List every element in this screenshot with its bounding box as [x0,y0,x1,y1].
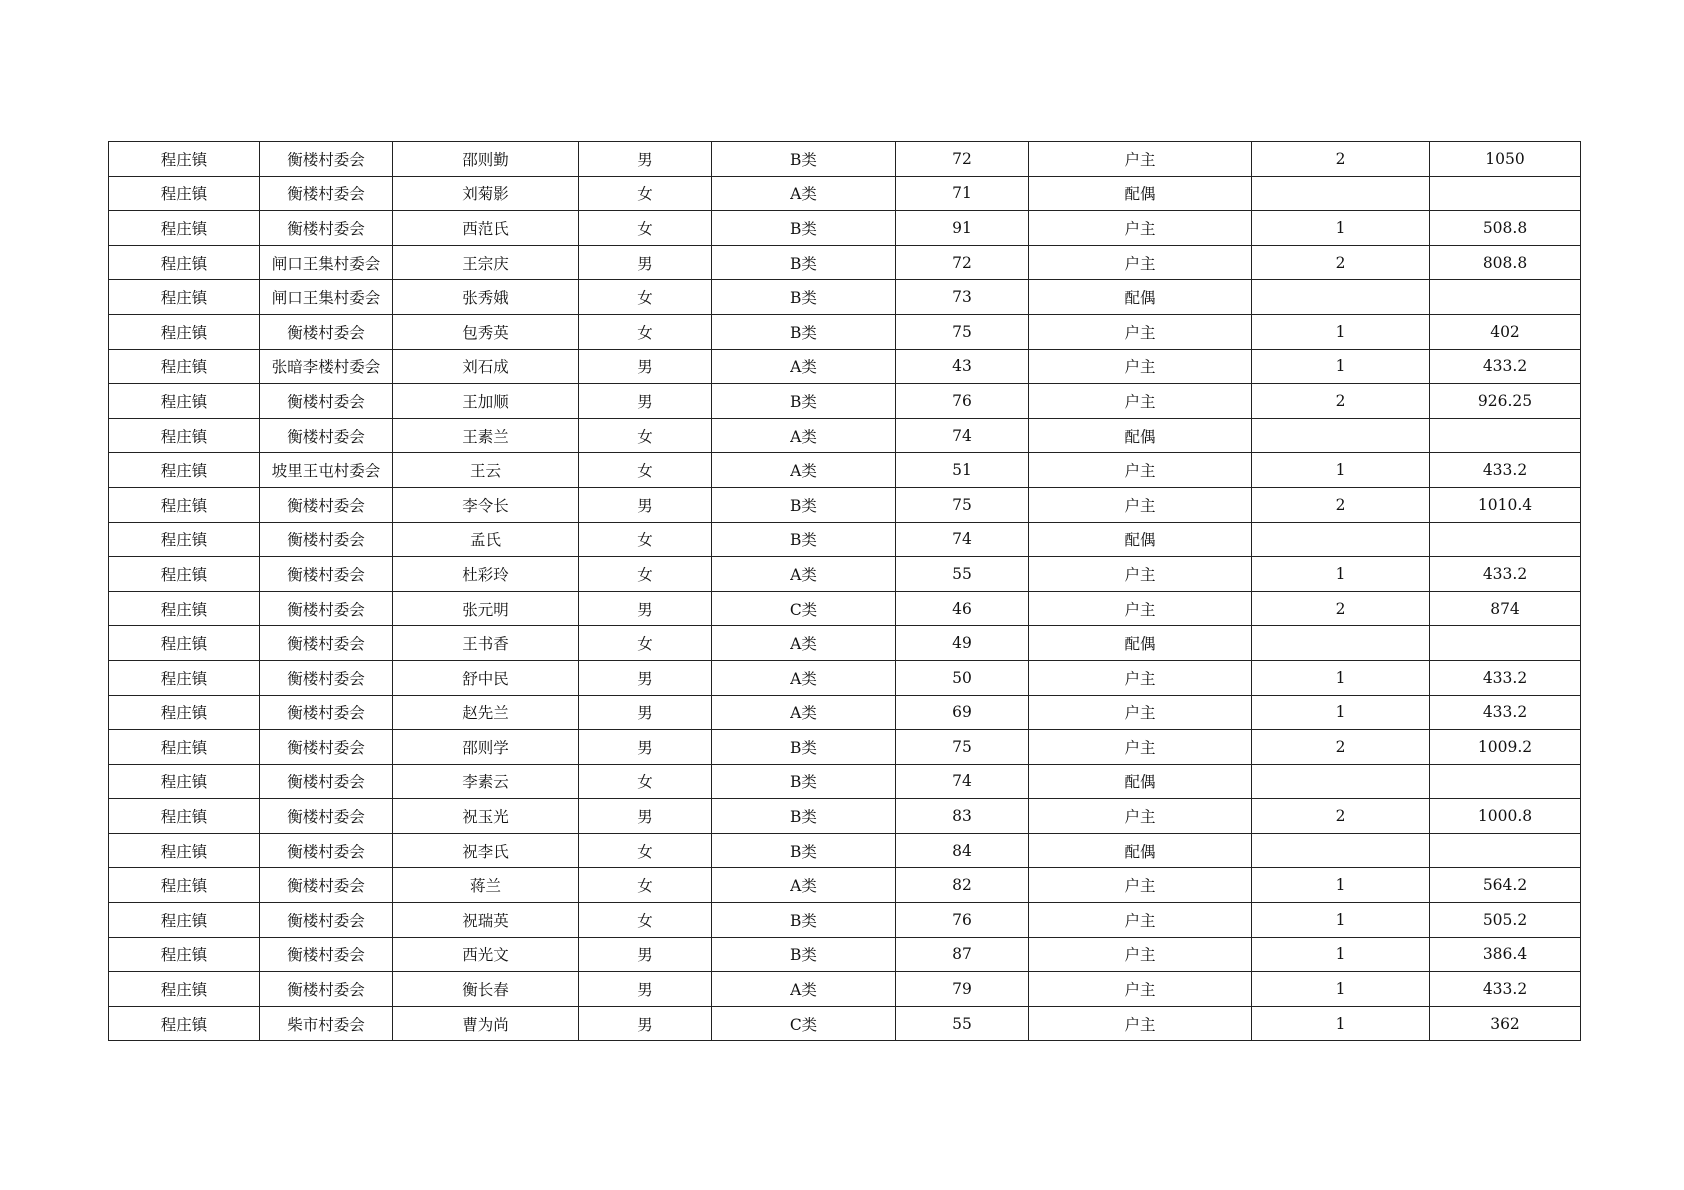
gender-cell: 男 [579,245,712,280]
village-cell: 衡楼村委会 [260,799,393,834]
household-size-cell: 2 [1252,591,1430,626]
age-cell: 83 [896,799,1029,834]
age-cell: 76 [896,903,1029,938]
age-cell: 74 [896,522,1029,557]
town-cell: 程庄镇 [109,764,260,799]
age-cell: 87 [896,937,1029,972]
age-cell: 73 [896,280,1029,315]
relation-cell: 户主 [1029,937,1252,972]
gender-cell: 男 [579,972,712,1007]
category-cell: A类 [712,453,896,488]
household-size-cell: 1 [1252,314,1430,349]
amount-cell: 1050 [1430,142,1581,177]
category-cell: A类 [712,868,896,903]
name-cell: 杜彩玲 [393,557,579,592]
table-row [109,626,1581,661]
table-row [109,245,1581,280]
category-cell: B类 [712,314,896,349]
name-cell: 西光文 [393,937,579,972]
age-cell: 75 [896,730,1029,765]
table-row [109,591,1581,626]
age-cell: 51 [896,453,1029,488]
table-row [109,903,1581,938]
village-cell: 坡里王屯村委会 [260,453,393,488]
gender-cell: 男 [579,660,712,695]
category-cell: A类 [712,557,896,592]
name-cell: 祝玉光 [393,799,579,834]
amount-cell: 362 [1430,1006,1581,1041]
gender-cell: 男 [579,1006,712,1041]
table-row [109,695,1581,730]
category-cell: A类 [712,660,896,695]
data-table [108,141,1581,1041]
category-cell: B类 [712,730,896,765]
table-row [109,142,1581,177]
relation-cell: 配偶 [1029,522,1252,557]
household-size-cell: 1 [1252,903,1430,938]
town-cell: 程庄镇 [109,280,260,315]
table-row [109,453,1581,488]
relation-cell: 配偶 [1029,418,1252,453]
relation-cell: 户主 [1029,314,1252,349]
village-cell: 柴市村委会 [260,1006,393,1041]
table-row [109,384,1581,419]
amount-cell: 505.2 [1430,903,1581,938]
table-row [109,868,1581,903]
household-size-cell [1252,764,1430,799]
amount-cell: 433.2 [1430,557,1581,592]
age-cell: 74 [896,764,1029,799]
table-row [109,176,1581,211]
household-size-cell: 1 [1252,695,1430,730]
name-cell: 赵先兰 [393,695,579,730]
amount-cell: 1010.4 [1430,487,1581,522]
name-cell: 李素云 [393,764,579,799]
age-cell: 82 [896,868,1029,903]
name-cell: 张秀娥 [393,280,579,315]
amount-cell: 1000.8 [1430,799,1581,834]
gender-cell: 女 [579,833,712,868]
category-cell: B类 [712,522,896,557]
household-size-cell: 1 [1252,660,1430,695]
amount-cell [1430,280,1581,315]
relation-cell: 户主 [1029,384,1252,419]
gender-cell: 男 [579,730,712,765]
gender-cell: 男 [579,799,712,834]
age-cell: 79 [896,972,1029,1007]
gender-cell: 女 [579,868,712,903]
household-size-cell [1252,833,1430,868]
village-cell: 衡楼村委会 [260,764,393,799]
gender-cell: 女 [579,557,712,592]
town-cell: 程庄镇 [109,314,260,349]
town-cell: 程庄镇 [109,626,260,661]
village-cell: 衡楼村委会 [260,591,393,626]
name-cell: 李令长 [393,487,579,522]
age-cell: 74 [896,418,1029,453]
household-size-cell: 2 [1252,487,1430,522]
table-row [109,730,1581,765]
town-cell: 程庄镇 [109,1006,260,1041]
name-cell: 刘石成 [393,349,579,384]
table-row [109,522,1581,557]
town-cell: 程庄镇 [109,868,260,903]
amount-cell [1430,418,1581,453]
category-cell: B类 [712,764,896,799]
town-cell: 程庄镇 [109,937,260,972]
town-cell: 程庄镇 [109,176,260,211]
relation-cell: 户主 [1029,799,1252,834]
gender-cell: 女 [579,626,712,661]
relation-cell: 户主 [1029,695,1252,730]
age-cell: 49 [896,626,1029,661]
relation-cell: 户主 [1029,972,1252,1007]
household-size-cell: 2 [1252,730,1430,765]
amount-cell: 386.4 [1430,937,1581,972]
gender-cell: 男 [579,487,712,522]
age-cell: 69 [896,695,1029,730]
household-size-cell: 2 [1252,245,1430,280]
amount-cell: 808.8 [1430,245,1581,280]
household-size-cell [1252,280,1430,315]
gender-cell: 男 [579,591,712,626]
name-cell: 王素兰 [393,418,579,453]
age-cell: 50 [896,660,1029,695]
gender-cell: 女 [579,764,712,799]
village-cell: 衡楼村委会 [260,522,393,557]
village-cell: 闸口王集村委会 [260,245,393,280]
relation-cell: 配偶 [1029,176,1252,211]
town-cell: 程庄镇 [109,730,260,765]
village-cell: 衡楼村委会 [260,211,393,246]
village-cell: 衡楼村委会 [260,418,393,453]
age-cell: 91 [896,211,1029,246]
name-cell: 衡长春 [393,972,579,1007]
town-cell: 程庄镇 [109,799,260,834]
town-cell: 程庄镇 [109,972,260,1007]
village-cell: 衡楼村委会 [260,730,393,765]
relation-cell: 户主 [1029,660,1252,695]
category-cell: B类 [712,142,896,177]
village-cell: 衡楼村委会 [260,903,393,938]
town-cell: 程庄镇 [109,349,260,384]
village-cell: 衡楼村委会 [260,972,393,1007]
village-cell: 衡楼村委会 [260,384,393,419]
category-cell: B类 [712,384,896,419]
table-row [109,799,1581,834]
category-cell: B类 [712,280,896,315]
gender-cell: 男 [579,142,712,177]
age-cell: 46 [896,591,1029,626]
category-cell: A类 [712,176,896,211]
village-cell: 衡楼村委会 [260,868,393,903]
gender-cell: 女 [579,211,712,246]
household-size-cell: 1 [1252,937,1430,972]
category-cell: C类 [712,1006,896,1041]
category-cell: B类 [712,799,896,834]
age-cell: 71 [896,176,1029,211]
gender-cell: 女 [579,453,712,488]
household-size-cell: 1 [1252,349,1430,384]
village-cell: 衡楼村委会 [260,695,393,730]
village-cell: 衡楼村委会 [260,142,393,177]
name-cell: 曹为尚 [393,1006,579,1041]
village-cell: 衡楼村委会 [260,557,393,592]
household-size-cell: 1 [1252,211,1430,246]
amount-cell: 433.2 [1430,972,1581,1007]
table-row [109,764,1581,799]
town-cell: 程庄镇 [109,522,260,557]
age-cell: 84 [896,833,1029,868]
household-size-cell: 1 [1252,972,1430,1007]
table-row [109,487,1581,522]
category-cell: B类 [712,903,896,938]
category-cell: A类 [712,349,896,384]
table-row [109,557,1581,592]
relation-cell: 户主 [1029,557,1252,592]
name-cell: 刘菊影 [393,176,579,211]
relation-cell: 户主 [1029,349,1252,384]
town-cell: 程庄镇 [109,245,260,280]
village-cell: 衡楼村委会 [260,314,393,349]
amount-cell: 402 [1430,314,1581,349]
gender-cell: 女 [579,418,712,453]
age-cell: 75 [896,487,1029,522]
relation-cell: 户主 [1029,245,1252,280]
town-cell: 程庄镇 [109,557,260,592]
name-cell: 王加顺 [393,384,579,419]
relation-cell: 户主 [1029,591,1252,626]
household-size-cell [1252,626,1430,661]
amount-cell [1430,176,1581,211]
household-size-cell: 2 [1252,384,1430,419]
age-cell: 72 [896,245,1029,280]
village-cell: 张暗李楼村委会 [260,349,393,384]
table-body [109,142,1581,1041]
town-cell: 程庄镇 [109,487,260,522]
household-size-cell: 2 [1252,799,1430,834]
category-cell: A类 [712,626,896,661]
name-cell: 祝李氏 [393,833,579,868]
age-cell: 43 [896,349,1029,384]
town-cell: 程庄镇 [109,211,260,246]
table-row [109,418,1581,453]
age-cell: 55 [896,1006,1029,1041]
relation-cell: 户主 [1029,903,1252,938]
amount-cell: 508.8 [1430,211,1581,246]
relation-cell: 配偶 [1029,764,1252,799]
village-cell: 衡楼村委会 [260,937,393,972]
relation-cell: 户主 [1029,142,1252,177]
town-cell: 程庄镇 [109,833,260,868]
town-cell: 程庄镇 [109,660,260,695]
town-cell: 程庄镇 [109,142,260,177]
age-cell: 76 [896,384,1029,419]
relation-cell: 户主 [1029,487,1252,522]
table-row [109,972,1581,1007]
town-cell: 程庄镇 [109,903,260,938]
household-size-cell: 1 [1252,557,1430,592]
age-cell: 55 [896,557,1029,592]
name-cell: 祝瑞英 [393,903,579,938]
name-cell: 王云 [393,453,579,488]
table-row [109,314,1581,349]
table-row [109,937,1581,972]
amount-cell: 874 [1430,591,1581,626]
name-cell: 孟氏 [393,522,579,557]
amount-cell: 433.2 [1430,695,1581,730]
village-cell: 衡楼村委会 [260,487,393,522]
amount-cell [1430,833,1581,868]
category-cell: B类 [712,487,896,522]
gender-cell: 女 [579,280,712,315]
table-row [109,349,1581,384]
name-cell: 西范氏 [393,211,579,246]
category-cell: B类 [712,833,896,868]
village-cell: 衡楼村委会 [260,833,393,868]
relation-cell: 配偶 [1029,280,1252,315]
gender-cell: 男 [579,695,712,730]
category-cell: B类 [712,245,896,280]
gender-cell: 女 [579,522,712,557]
gender-cell: 男 [579,384,712,419]
relation-cell: 配偶 [1029,626,1252,661]
age-cell: 75 [896,314,1029,349]
amount-cell: 433.2 [1430,349,1581,384]
household-size-cell [1252,176,1430,211]
amount-cell: 433.2 [1430,453,1581,488]
name-cell: 包秀英 [393,314,579,349]
amount-cell: 564.2 [1430,868,1581,903]
gender-cell: 女 [579,903,712,938]
village-cell: 闸口王集村委会 [260,280,393,315]
relation-cell: 户主 [1029,868,1252,903]
table-row [109,1006,1581,1041]
town-cell: 程庄镇 [109,695,260,730]
household-size-cell: 1 [1252,1006,1430,1041]
table-row [109,833,1581,868]
amount-cell: 1009.2 [1430,730,1581,765]
relation-cell: 户主 [1029,1006,1252,1041]
table-row [109,211,1581,246]
name-cell: 王宗庆 [393,245,579,280]
relation-cell: 配偶 [1029,833,1252,868]
relation-cell: 户主 [1029,211,1252,246]
village-cell: 衡楼村委会 [260,176,393,211]
household-size-cell: 1 [1252,453,1430,488]
table-row [109,280,1581,315]
amount-cell [1430,764,1581,799]
name-cell: 舒中民 [393,660,579,695]
household-size-cell: 1 [1252,868,1430,903]
name-cell: 蒋兰 [393,868,579,903]
town-cell: 程庄镇 [109,453,260,488]
gender-cell: 女 [579,314,712,349]
town-cell: 程庄镇 [109,418,260,453]
amount-cell: 433.2 [1430,660,1581,695]
name-cell: 邵则学 [393,730,579,765]
amount-cell [1430,626,1581,661]
category-cell: A类 [712,695,896,730]
amount-cell [1430,522,1581,557]
name-cell: 王书香 [393,626,579,661]
category-cell: A类 [712,972,896,1007]
household-size-cell: 2 [1252,142,1430,177]
age-cell: 72 [896,142,1029,177]
household-size-cell [1252,418,1430,453]
village-cell: 衡楼村委会 [260,660,393,695]
relation-cell: 户主 [1029,453,1252,488]
town-cell: 程庄镇 [109,384,260,419]
category-cell: A类 [712,418,896,453]
household-size-cell [1252,522,1430,557]
gender-cell: 男 [579,937,712,972]
gender-cell: 男 [579,349,712,384]
category-cell: C类 [712,591,896,626]
relation-cell: 户主 [1029,730,1252,765]
category-cell: B类 [712,937,896,972]
gender-cell: 女 [579,176,712,211]
amount-cell: 926.25 [1430,384,1581,419]
category-cell: B类 [712,211,896,246]
town-cell: 程庄镇 [109,591,260,626]
name-cell: 邵则勤 [393,142,579,177]
village-cell: 衡楼村委会 [260,626,393,661]
name-cell: 张元明 [393,591,579,626]
table-row [109,660,1581,695]
